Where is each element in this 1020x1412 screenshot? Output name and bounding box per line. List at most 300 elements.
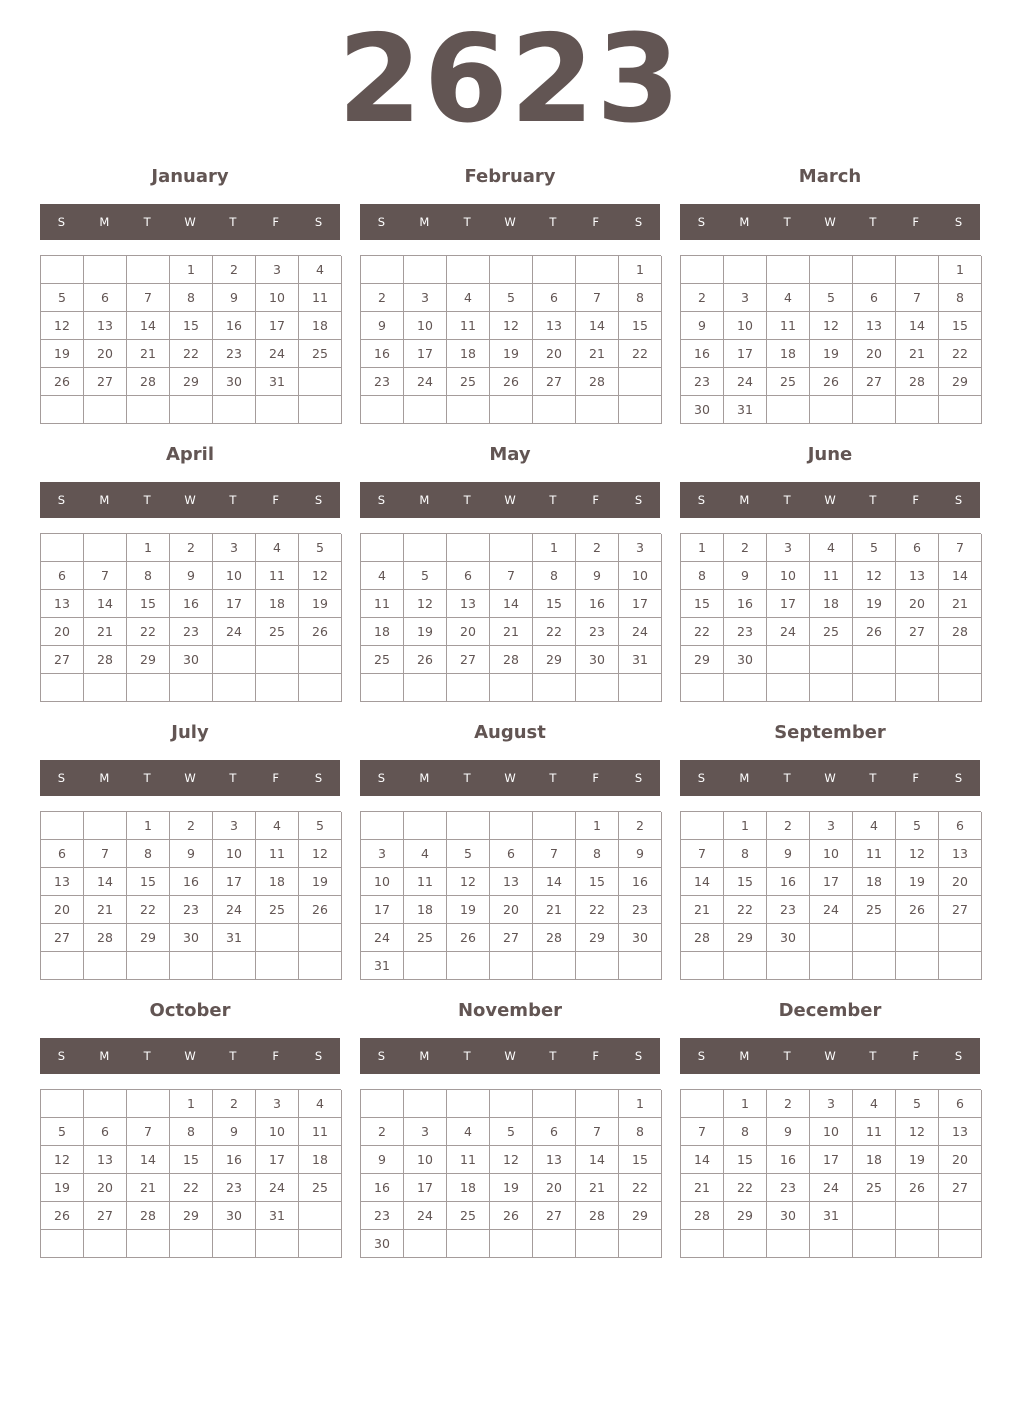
day-cell: 16: [361, 340, 404, 368]
day-cell: 9: [170, 562, 213, 590]
empty-cell: [619, 952, 662, 980]
day-cell: 12: [404, 590, 447, 618]
empty-cell: [404, 952, 447, 980]
day-cell: 22: [681, 618, 724, 646]
day-cell: 28: [576, 1202, 619, 1230]
weekday-label: T: [549, 493, 557, 507]
day-cell: 24: [404, 1202, 447, 1230]
empty-cell: [41, 1090, 84, 1118]
empty-cell: [939, 924, 982, 952]
day-cell: 9: [213, 1118, 256, 1146]
empty-cell: [361, 256, 404, 284]
day-cell: 25: [447, 1202, 490, 1230]
weekday-label: T: [229, 771, 237, 785]
day-cell: 24: [724, 368, 767, 396]
empty-cell: [681, 952, 724, 980]
day-cell: 6: [41, 840, 84, 868]
month-may: [360, 438, 660, 706]
day-cell: 15: [619, 312, 662, 340]
day-cell: 8: [681, 562, 724, 590]
day-cell: 25: [299, 340, 342, 368]
empty-cell: [724, 256, 767, 284]
day-cell: 1: [127, 534, 170, 562]
empty-cell: [299, 952, 342, 980]
empty-cell: [576, 952, 619, 980]
empty-cell: [533, 396, 576, 424]
day-cell: 31: [256, 368, 299, 396]
day-cell: 9: [681, 312, 724, 340]
day-cell: 26: [490, 1202, 533, 1230]
empty-cell: [299, 1230, 342, 1258]
day-cell: 9: [724, 562, 767, 590]
day-cell: 19: [490, 340, 533, 368]
day-cell: 19: [853, 590, 896, 618]
day-cell: 6: [490, 840, 533, 868]
day-cell: 15: [170, 312, 213, 340]
empty-cell: [810, 674, 853, 702]
day-cell: 7: [939, 534, 982, 562]
day-cell: 11: [256, 840, 299, 868]
day-cell: 10: [767, 562, 810, 590]
empty-cell: [896, 256, 939, 284]
day-cell: 11: [447, 312, 490, 340]
day-cell: 28: [127, 1202, 170, 1230]
day-cell: 14: [576, 1146, 619, 1174]
day-cell: 23: [681, 368, 724, 396]
day-cell: 27: [41, 646, 84, 674]
day-cell: 8: [170, 1118, 213, 1146]
day-cell: 4: [256, 534, 299, 562]
day-cell: 16: [170, 868, 213, 896]
empty-cell: [84, 1230, 127, 1258]
weekday-label: T: [783, 493, 791, 507]
empty-cell: [447, 952, 490, 980]
weekday-label: S: [634, 215, 643, 229]
weekday-label: T: [143, 1049, 151, 1063]
empty-cell: [361, 1090, 404, 1118]
day-cell: 11: [361, 590, 404, 618]
weekday-label: S: [954, 493, 963, 507]
day-cell: 26: [490, 368, 533, 396]
day-cell: 9: [767, 1118, 810, 1146]
empty-cell: [41, 396, 84, 424]
empty-cell: [41, 534, 84, 562]
empty-cell: [127, 396, 170, 424]
day-cell: 26: [896, 896, 939, 924]
empty-cell: [84, 256, 127, 284]
day-cell: 26: [299, 618, 342, 646]
empty-cell: [896, 1230, 939, 1258]
weekday-label: S: [697, 215, 706, 229]
day-cell: 9: [361, 1146, 404, 1174]
day-cell: 21: [127, 340, 170, 368]
day-cell: 5: [447, 840, 490, 868]
weekday-label: M: [739, 771, 750, 785]
day-cell: 17: [404, 340, 447, 368]
day-cell: 24: [256, 340, 299, 368]
weekday-header: [40, 760, 340, 796]
day-cell: 27: [84, 1202, 127, 1230]
day-cell: 13: [41, 590, 84, 618]
empty-cell: [490, 534, 533, 562]
day-cell: 3: [256, 256, 299, 284]
day-cell: 12: [490, 1146, 533, 1174]
day-cell: 3: [213, 812, 256, 840]
day-cell: 24: [767, 618, 810, 646]
day-cell: 3: [810, 812, 853, 840]
empty-cell: [213, 952, 256, 980]
day-cell: 30: [767, 924, 810, 952]
day-cell: 15: [939, 312, 982, 340]
empty-cell: [576, 1090, 619, 1118]
day-cell: 15: [681, 590, 724, 618]
day-cell: 19: [490, 1174, 533, 1202]
empty-cell: [724, 674, 767, 702]
day-cell: 20: [853, 340, 896, 368]
day-cell: 5: [299, 812, 342, 840]
weekday-label: M: [419, 1049, 430, 1063]
day-cell: 25: [447, 368, 490, 396]
month-name: July: [171, 722, 209, 743]
empty-cell: [490, 256, 533, 284]
empty-cell: [810, 396, 853, 424]
day-cell: 26: [41, 368, 84, 396]
day-cell: 7: [490, 562, 533, 590]
day-cell: 29: [619, 1202, 662, 1230]
day-cell: 15: [576, 868, 619, 896]
day-cell: 19: [896, 1146, 939, 1174]
empty-cell: [810, 952, 853, 980]
empty-cell: [361, 812, 404, 840]
weekday-label: M: [99, 1049, 110, 1063]
day-cell: 15: [127, 868, 170, 896]
month-name: November: [457, 1000, 563, 1021]
day-cell: 30: [170, 924, 213, 952]
empty-cell: [404, 256, 447, 284]
month-june: [680, 438, 980, 706]
day-cell: 2: [767, 1090, 810, 1118]
weekday-header: [360, 760, 660, 796]
day-cell: 29: [127, 646, 170, 674]
day-cell: 4: [299, 1090, 342, 1118]
day-cell: 29: [724, 1202, 767, 1230]
empty-cell: [213, 1230, 256, 1258]
empty-cell: [256, 952, 299, 980]
empty-cell: [490, 1230, 533, 1258]
day-cell: 7: [576, 1118, 619, 1146]
day-cell: 18: [299, 312, 342, 340]
weekday-label: S: [697, 493, 706, 507]
empty-cell: [576, 256, 619, 284]
empty-cell: [404, 1230, 447, 1258]
weekday-label: M: [419, 493, 430, 507]
day-cell: 27: [853, 368, 896, 396]
day-cell: 3: [256, 1090, 299, 1118]
day-cell: 31: [619, 646, 662, 674]
day-cell: 11: [299, 284, 342, 312]
empty-cell: [619, 368, 662, 396]
month-name: May: [489, 444, 531, 465]
day-grid: [680, 1089, 981, 1258]
empty-cell: [767, 674, 810, 702]
day-cell: 21: [576, 1174, 619, 1202]
day-cell: 1: [724, 1090, 767, 1118]
empty-cell: [41, 952, 84, 980]
empty-cell: [84, 534, 127, 562]
empty-cell: [853, 1202, 896, 1230]
empty-cell: [41, 812, 84, 840]
day-cell: 9: [576, 562, 619, 590]
day-cell: 18: [404, 896, 447, 924]
day-cell: 19: [41, 340, 84, 368]
day-cell: 19: [810, 340, 853, 368]
empty-cell: [299, 674, 342, 702]
weekday-label: W: [184, 493, 196, 507]
empty-cell: [853, 952, 896, 980]
day-cell: 18: [361, 618, 404, 646]
day-cell: 22: [724, 1174, 767, 1202]
weekday-label: M: [739, 493, 750, 507]
day-cell: 26: [810, 368, 853, 396]
weekday-label: S: [57, 493, 66, 507]
day-cell: 7: [84, 840, 127, 868]
day-cell: 3: [404, 284, 447, 312]
weekday-label: W: [504, 493, 516, 507]
day-cell: 17: [810, 868, 853, 896]
weekday-header: [360, 1038, 660, 1074]
empty-cell: [939, 646, 982, 674]
day-cell: 4: [361, 562, 404, 590]
month-name: February: [464, 166, 556, 187]
empty-cell: [447, 674, 490, 702]
empty-cell: [299, 924, 342, 952]
day-cell: 20: [533, 340, 576, 368]
day-cell: 18: [853, 868, 896, 896]
empty-cell: [810, 646, 853, 674]
day-cell: 5: [299, 534, 342, 562]
empty-cell: [576, 396, 619, 424]
day-cell: 4: [810, 534, 853, 562]
day-cell: 6: [853, 284, 896, 312]
empty-cell: [619, 1230, 662, 1258]
day-cell: 20: [490, 896, 533, 924]
empty-cell: [767, 256, 810, 284]
empty-cell: [84, 812, 127, 840]
day-cell: 20: [939, 1146, 982, 1174]
day-cell: 9: [767, 840, 810, 868]
day-cell: 18: [810, 590, 853, 618]
day-grid: [40, 811, 341, 980]
day-cell: 16: [681, 340, 724, 368]
day-cell: 16: [576, 590, 619, 618]
day-cell: 12: [810, 312, 853, 340]
day-cell: 11: [256, 562, 299, 590]
day-cell: 20: [41, 896, 84, 924]
day-cell: 10: [213, 840, 256, 868]
weekday-label: S: [377, 771, 386, 785]
day-cell: 17: [213, 590, 256, 618]
day-cell: 28: [576, 368, 619, 396]
weekday-header: [40, 1038, 340, 1074]
day-cell: 10: [404, 1146, 447, 1174]
day-cell: 2: [170, 534, 213, 562]
empty-cell: [447, 256, 490, 284]
weekday-label: F: [592, 493, 600, 507]
day-cell: 2: [361, 1118, 404, 1146]
empty-cell: [256, 396, 299, 424]
day-cell: 25: [256, 618, 299, 646]
day-cell: 21: [84, 896, 127, 924]
day-cell: 5: [853, 534, 896, 562]
weekday-label: S: [634, 1049, 643, 1063]
empty-cell: [84, 396, 127, 424]
empty-cell: [170, 1230, 213, 1258]
weekday-label: T: [549, 215, 557, 229]
empty-cell: [767, 952, 810, 980]
day-cell: 23: [361, 1202, 404, 1230]
weekday-label: T: [229, 1049, 237, 1063]
empty-cell: [681, 1090, 724, 1118]
empty-cell: [681, 674, 724, 702]
empty-cell: [256, 646, 299, 674]
weekday-label: W: [184, 1049, 196, 1063]
day-cell: 22: [619, 1174, 662, 1202]
day-cell: 21: [490, 618, 533, 646]
day-cell: 7: [681, 840, 724, 868]
empty-cell: [533, 674, 576, 702]
day-cell: 14: [681, 1146, 724, 1174]
empty-cell: [299, 368, 342, 396]
day-cell: 13: [84, 1146, 127, 1174]
weekday-label: W: [184, 771, 196, 785]
day-cell: 16: [213, 1146, 256, 1174]
weekday-label: F: [272, 1049, 280, 1063]
weekday-label: S: [377, 1049, 386, 1063]
day-cell: 12: [447, 868, 490, 896]
day-cell: 27: [447, 646, 490, 674]
day-cell: 3: [213, 534, 256, 562]
empty-cell: [533, 1090, 576, 1118]
empty-cell: [299, 1202, 342, 1230]
day-cell: 22: [576, 896, 619, 924]
day-cell: 13: [853, 312, 896, 340]
day-cell: 8: [127, 840, 170, 868]
day-cell: 29: [127, 924, 170, 952]
day-cell: 9: [361, 312, 404, 340]
weekday-label: T: [463, 493, 471, 507]
empty-cell: [447, 1230, 490, 1258]
month-name: April: [165, 444, 215, 465]
day-cell: 10: [404, 312, 447, 340]
day-cell: 15: [170, 1146, 213, 1174]
empty-cell: [213, 646, 256, 674]
weekday-label: F: [912, 1049, 920, 1063]
day-cell: 13: [939, 1118, 982, 1146]
day-cell: 13: [533, 1146, 576, 1174]
empty-cell: [170, 674, 213, 702]
day-cell: 6: [84, 1118, 127, 1146]
day-cell: 30: [361, 1230, 404, 1258]
day-cell: 24: [810, 896, 853, 924]
weekday-label: T: [463, 215, 471, 229]
weekday-label: T: [783, 1049, 791, 1063]
day-cell: 5: [896, 812, 939, 840]
empty-cell: [853, 256, 896, 284]
day-cell: 25: [299, 1174, 342, 1202]
empty-cell: [490, 952, 533, 980]
empty-cell: [490, 396, 533, 424]
day-cell: 1: [619, 256, 662, 284]
weekday-label: S: [954, 1049, 963, 1063]
day-cell: 21: [127, 1174, 170, 1202]
day-cell: 9: [213, 284, 256, 312]
day-cell: 6: [84, 284, 127, 312]
empty-cell: [576, 1230, 619, 1258]
day-cell: 22: [533, 618, 576, 646]
day-cell: 16: [767, 1146, 810, 1174]
weekday-label: M: [419, 215, 430, 229]
day-cell: 5: [41, 284, 84, 312]
empty-cell: [576, 674, 619, 702]
day-cell: 5: [896, 1090, 939, 1118]
day-cell: 23: [619, 896, 662, 924]
day-cell: 15: [127, 590, 170, 618]
weekday-label: F: [592, 771, 600, 785]
empty-cell: [896, 924, 939, 952]
day-cell: 6: [939, 1090, 982, 1118]
day-cell: 3: [619, 534, 662, 562]
day-cell: 18: [299, 1146, 342, 1174]
empty-cell: [447, 534, 490, 562]
day-cell: 2: [724, 534, 767, 562]
day-cell: 26: [896, 1174, 939, 1202]
day-cell: 6: [41, 562, 84, 590]
day-cell: 6: [939, 812, 982, 840]
day-cell: 3: [404, 1118, 447, 1146]
weekday-label: F: [592, 215, 600, 229]
day-cell: 15: [724, 868, 767, 896]
day-cell: 6: [896, 534, 939, 562]
empty-cell: [127, 256, 170, 284]
weekday-label: W: [184, 215, 196, 229]
day-cell: 29: [170, 1202, 213, 1230]
month-august: [360, 716, 660, 984]
day-cell: 8: [724, 1118, 767, 1146]
day-cell: 12: [299, 562, 342, 590]
day-cell: 17: [724, 340, 767, 368]
empty-cell: [810, 924, 853, 952]
day-cell: 17: [810, 1146, 853, 1174]
empty-cell: [41, 1230, 84, 1258]
day-cell: 30: [213, 1202, 256, 1230]
empty-cell: [84, 674, 127, 702]
empty-cell: [619, 396, 662, 424]
day-cell: 11: [853, 840, 896, 868]
day-cell: 2: [767, 812, 810, 840]
day-cell: 18: [447, 1174, 490, 1202]
weekday-header: [40, 482, 340, 518]
day-cell: 16: [213, 312, 256, 340]
day-cell: 8: [724, 840, 767, 868]
day-cell: 2: [619, 812, 662, 840]
day-cell: 28: [681, 1202, 724, 1230]
empty-cell: [404, 1090, 447, 1118]
day-cell: 11: [404, 868, 447, 896]
weekday-label: M: [739, 215, 750, 229]
empty-cell: [681, 256, 724, 284]
weekday-label: F: [912, 493, 920, 507]
day-cell: 7: [896, 284, 939, 312]
